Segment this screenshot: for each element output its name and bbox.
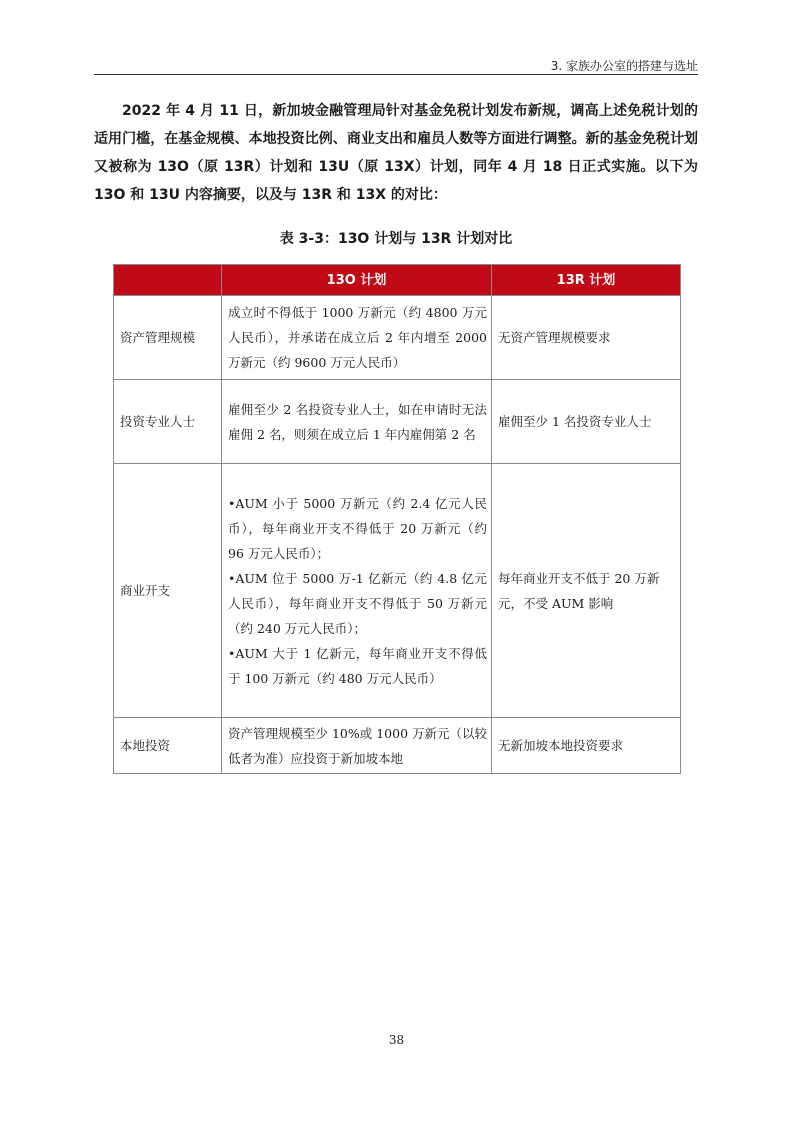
header-divider: [94, 74, 698, 75]
cell-13o: [222, 464, 492, 718]
cell-13r: 无资产管理规模要求: [492, 296, 681, 380]
header-cell-13o: 13O 计划: [222, 265, 492, 296]
cell-13r: 雇佣至少 1 名投资专业人士: [492, 380, 681, 464]
table-header-row: [114, 265, 681, 296]
table-row: [114, 380, 681, 464]
bullet-list: [228, 491, 487, 691]
bullet-item: •AUM 小于 5000 万新元（约 2.4 亿元人民币），每年商业开支不得低于 20 万新元（约 96 万元人民币）；: [228, 495, 487, 561]
running-header: 3. 家族办公室的搭建与选址: [550, 59, 698, 73]
header-cell-blank: [114, 265, 222, 296]
cell-13r: 无新加坡本地投资要求: [492, 718, 681, 774]
cell-13o: 资产管理规模至少 10%或 1000 万新元（以较低者为准）应投资于新加坡本地: [222, 718, 492, 774]
page-number: 38: [388, 1033, 405, 1047]
table-row: [114, 464, 681, 718]
table-row: [114, 296, 681, 380]
header-cell-13r: 13R 计划: [492, 265, 681, 296]
row-label: 投资专业人士: [114, 380, 222, 464]
row-label: 资产管理规模: [114, 296, 222, 380]
intro-paragraph: 2022 年 4 月 11 日，新加坡金融管理局针对基金免税计划发布新规，调高上述免税计划的适用门槛，在基金规模、本地投资比例、商业支出和雇员人数等方面进行调整。新的基金免税计划又被称为 13O（原 13R）计划和 13U（原 13X）计划，同年 4 月 18 日正式实施。以下为 13O 和 13U 内容摘要，以及与 13R 和 13X 的对比：: [94, 103, 698, 203]
table-caption: 表 3-3：13O 计划与 13R 计划对比: [279, 231, 513, 247]
comparison-table: [113, 264, 681, 774]
cell-13r: 每年商业开支不低于 20 万新元，不受 AUM 影响: [492, 464, 681, 718]
table-row: [114, 718, 681, 774]
row-label: 商业开支: [114, 464, 222, 718]
row-label: 本地投资: [114, 718, 222, 774]
cell-13o: 成立时不得低于 1000 万新元（约 4800 万元人民币），并承诺在成立后 2 年内增至 2000 万新元（约 9600 万元人民币）: [222, 296, 492, 380]
cell-13o: 雇佣至少 2 名投资专业人士，如在申请时无法雇佣 2 名，则须在成立后 1 年内雇佣第 2 名: [222, 380, 492, 464]
bullet-item: •AUM 大于 1 亿新元，每年商业开支不得低于 100 万新元（约 480 万元人民币）: [228, 645, 487, 686]
bullet-item: •AUM 位于 5000 万-1 亿新元（约 4.8 亿元人民币），每年商业开支不得低于 50 万新元（约 240 万元人民币）；: [228, 570, 487, 636]
